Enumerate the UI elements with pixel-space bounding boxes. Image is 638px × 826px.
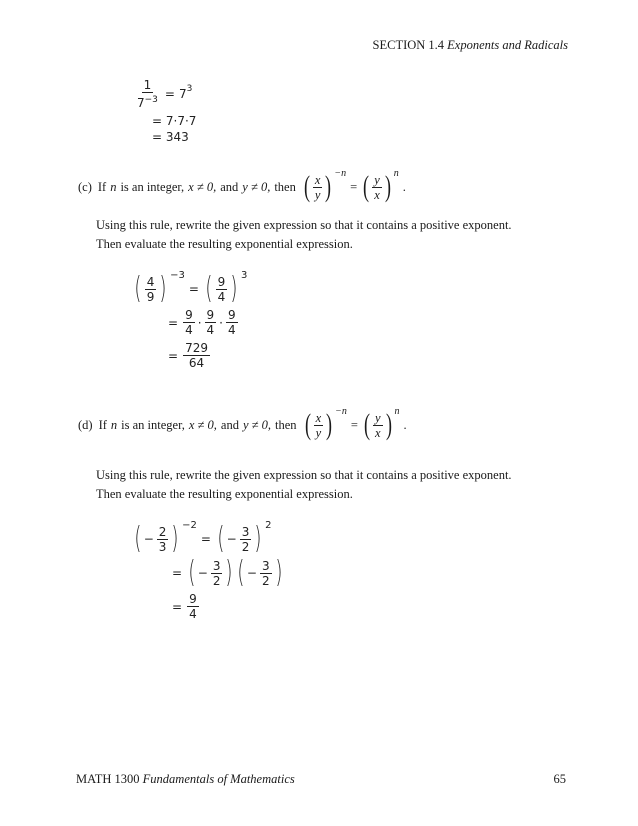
rule-rhs: ( $\frac{y}{x}$ ) n [363,168,399,203]
part-b-line-3: = 343 [152,130,189,144]
fraction: $\frac{1}{7^{-3}}$ [137,78,158,110]
part-c-line-3: = $\frac{729}{64}$ [168,341,208,370]
part-c-work [132,270,248,370]
part-d-label: (d) [78,417,93,432]
section-title: Exponents and Radicals [447,38,568,52]
part-c-instruction-2: Then evaluate the resulting exponential expression. [96,237,353,251]
part-b-work [134,78,196,144]
page-number: 65 [553,772,566,786]
part-c-label: (c) [78,179,92,194]
rule-lhs: ( $\frac{x}{y}$ ) −n [304,406,347,441]
page-footer [76,772,295,787]
part-d-rule: (d) If n is an integer, x ≠ 0, and y ≠ 0, then ( $\frac{x}{y}$ ) −n = ( $\frac{y}{x}$ ) n . [78,406,407,441]
section-number: SECTION 1.4 [372,38,445,52]
part-d-instruction-1: Using this rule, rewrite the given expression so that it contains a positive exponent. [96,468,512,482]
part-c-instruction-1: Using this rule, rewrite the given expression so that it contains a positive exponent. [96,218,512,232]
part-d-instruction-2: Then evaluate the resulting exponential expression. [96,487,353,501]
course-title: Fundamentals of Mathematics [142,772,295,786]
part-b-line-1: $\frac{1}{7^{-3}}$ = 7 $^3$ [137,78,193,110]
part-d-line-3: = $\frac{9}{4}$ [172,592,197,621]
course-code: MATH 1300 [76,772,140,786]
part-d-work [132,520,284,621]
part-d-line-2: = ( − $\frac{3}{2}$ ) ( − $\frac{3}{2}$ ) [172,555,282,590]
part-b-line-2: = 7·7·7 [152,114,197,128]
part-d-line-1: ( − $\frac{2}{3}$ ) −2 = ( − $\frac{3}{2}$ ) 2 [134,520,272,556]
rule-lhs: ( $\frac{x}{y}$ ) −n [303,168,347,203]
part-c-line-1: ( $\frac{4}{9}$ ) −3 = ( $\frac{9}{4}$ ) 3 [134,270,248,306]
part-c-line-2: = $\frac{9}{4}$ · $\frac{9}{4}$ · $\frac{9}{4}$ [168,308,236,337]
rule-rhs: ( $\frac{y}{x}$ ) n [363,406,400,441]
page-header [373,38,568,53]
part-c-rule: (c) If n is an integer, x ≠ 0, and y ≠ 0, then ( $\frac{x}{y}$ ) −n = ( $\frac{y}{x}$ ) n . [78,168,406,203]
